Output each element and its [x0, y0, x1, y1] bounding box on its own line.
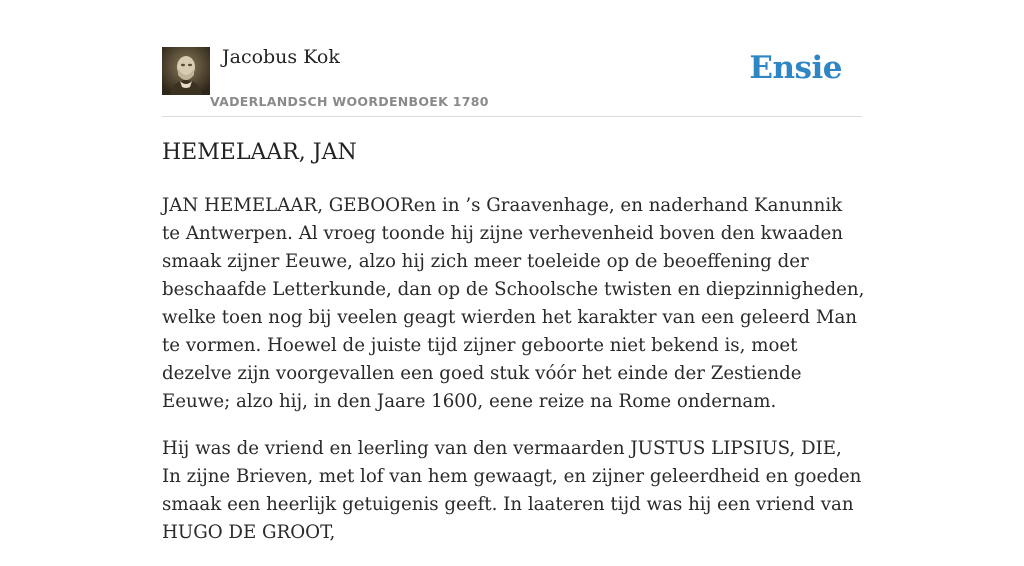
- source-label[interactable]: VADERLANDSCH WOORDENBOEK 1780: [210, 94, 489, 109]
- portrait-image: [162, 47, 210, 95]
- article-body: [162, 192, 866, 566]
- article-title: HEMELAAR, JAN: [162, 140, 357, 165]
- brand-logo[interactable]: Ensie: [749, 50, 842, 86]
- article-header: [162, 46, 862, 117]
- author-name[interactable]: Jacobus Kok: [222, 46, 340, 68]
- author-avatar[interactable]: [162, 47, 210, 95]
- article-paragraph: JAN HEMELAAR, GEBOORen in ’s Graavenhage, en naderhand Kanunnik te Antwerpen. Al vroeg toonde hij zijne verhevenheid boven den kwaaden smaak zijner Eeuwe, alzo hij zich meer toeleide op de beoeffening der beschaafde Letterkunde, dan op de Schoolsche twisten en diepzinnigheden, welke toen nog bij veelen geagt wierden het karakter van een geleerd Man te vormen. Hoewel de juiste tijd zijner geboorte niet bekend is, moet dezelve zijn voorgevallen een goed stuk vóór het einde der Zestiende Eeuwe; alzo hij, in den Jaare 1600, eene reize na Rome ondernam.: [162, 195, 865, 412]
- article-paragraph: Hij was de vriend en leerling van den vermaarden JUSTUS LIPSIUS, DIE, In zijne Brieven, met lof van hem gewaagt, en zijner geleerdheid en goeden smaak een heerlijk getuigenis geeft. In laateren tijd was hij een vriend van HUGO DE GROOT,: [162, 438, 862, 543]
